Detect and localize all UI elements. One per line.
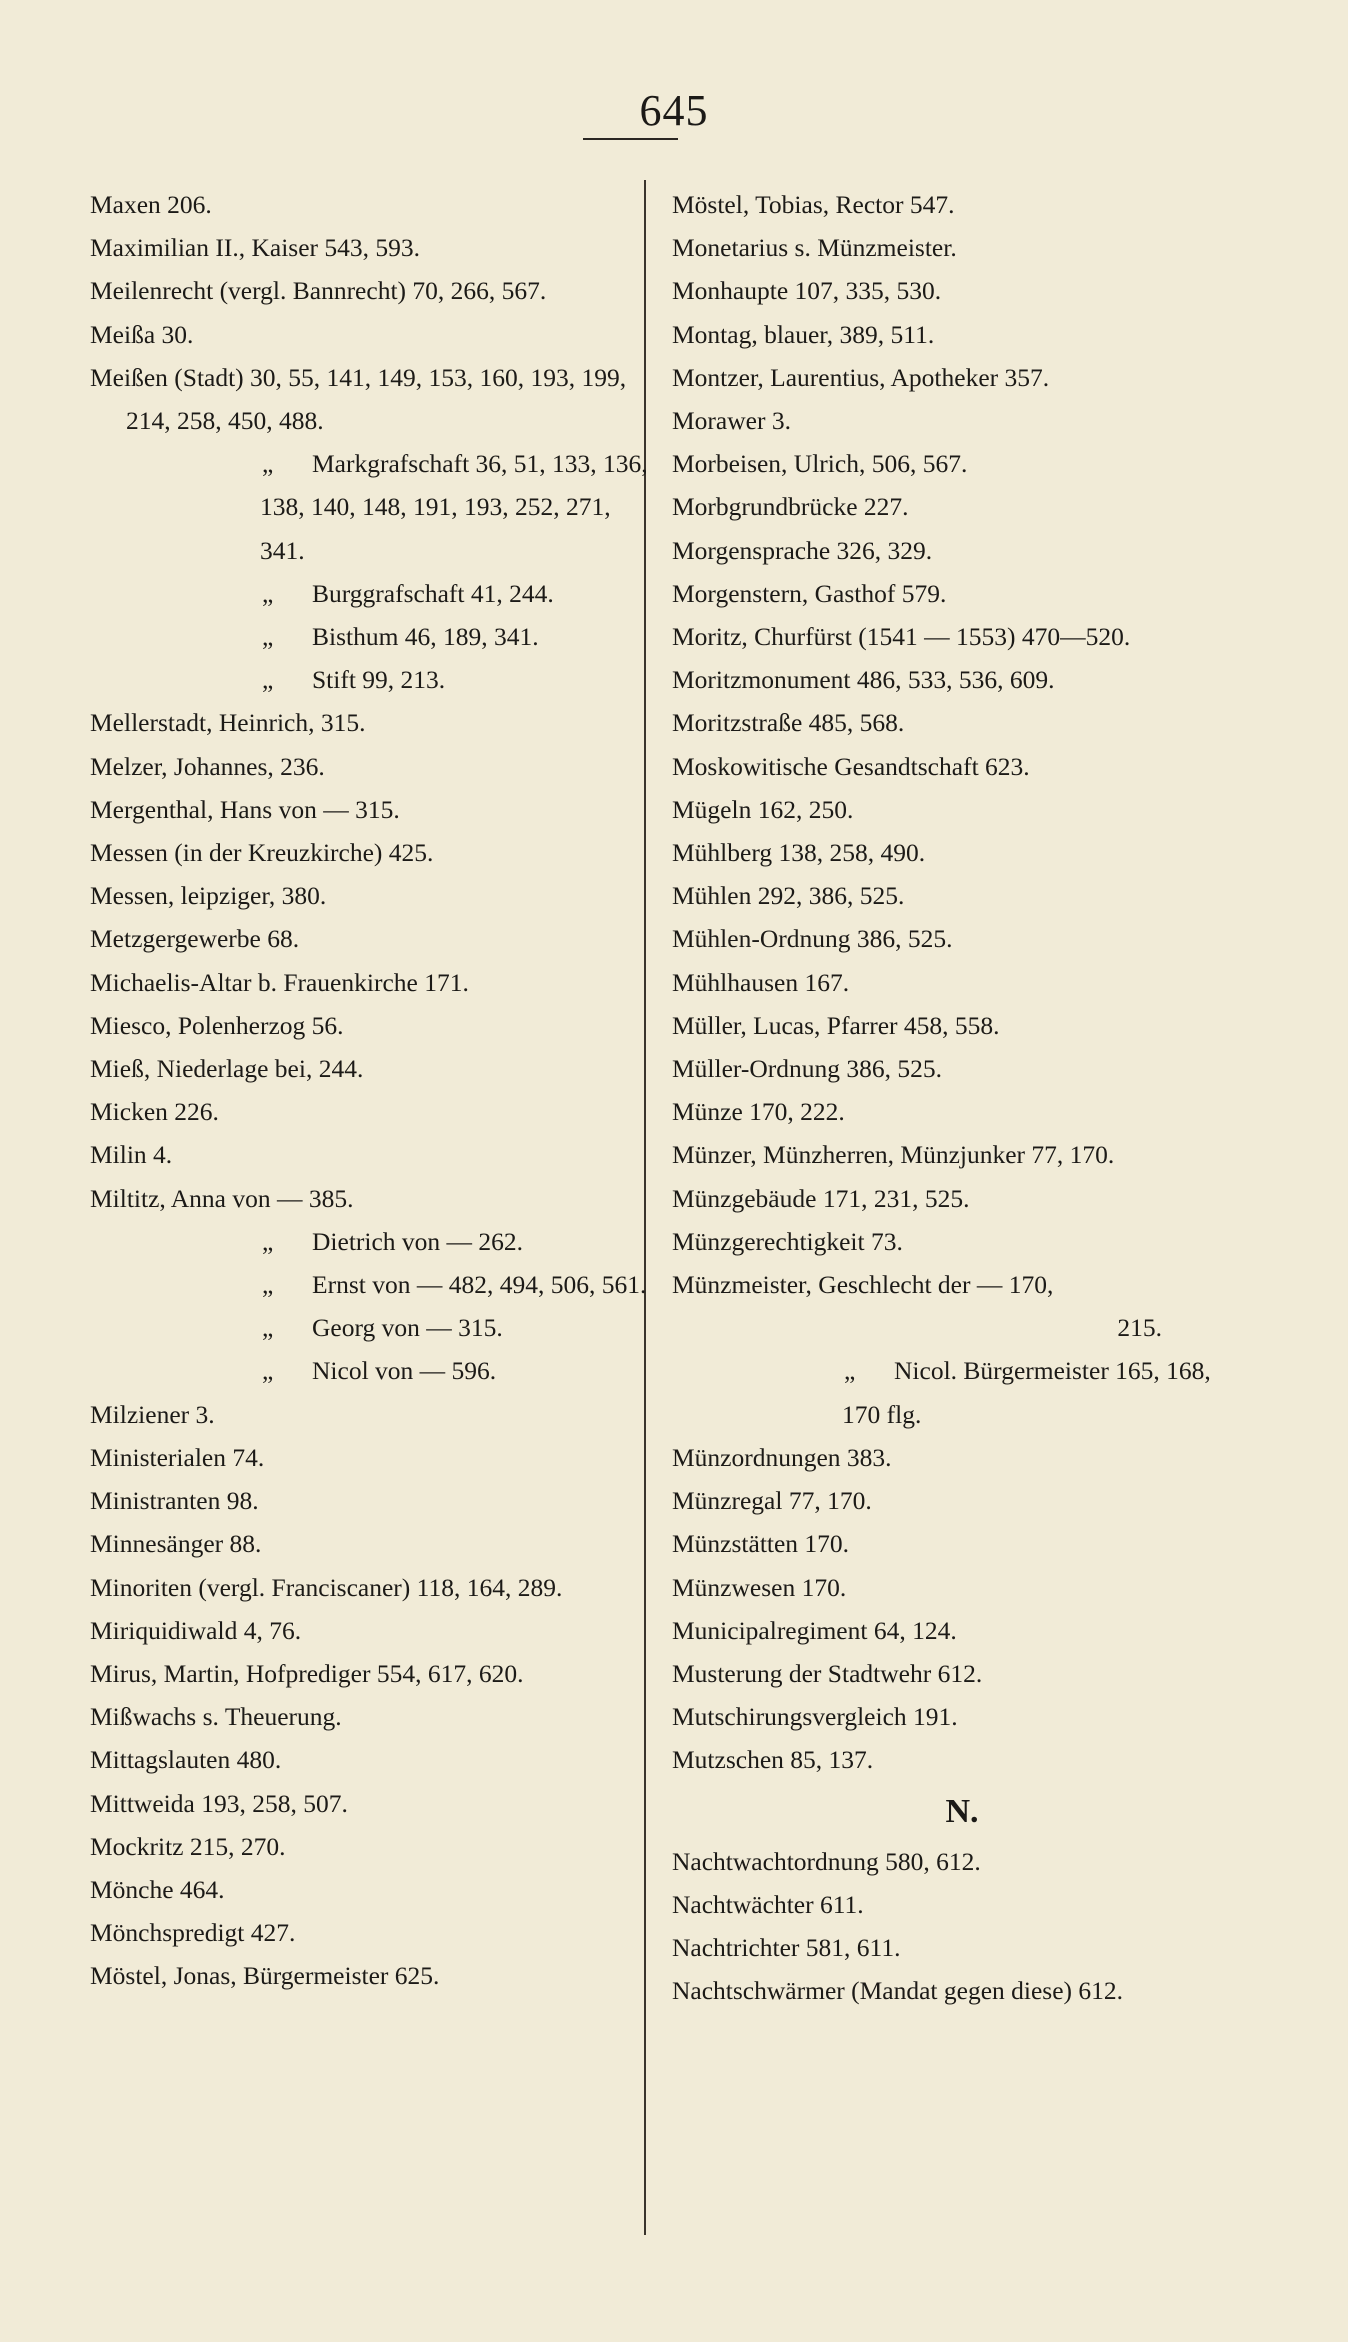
- index-entry: Münze 170, 222.: [672, 1097, 845, 1127]
- index-entry: Münzgerechtigkeit 73.: [672, 1226, 903, 1256]
- index-entry: Münzer, Münzherren, Münzjunker 77, 170.: [672, 1140, 1115, 1170]
- index-entry: Moritzmonument 486, 533, 536, 609.: [672, 665, 1055, 695]
- index-entry: Ministranten 98.: [90, 1486, 259, 1516]
- index-entry: Müller, Lucas, Pfarrer 458, 558.: [672, 1010, 1000, 1040]
- index-entry: Münzordnungen 383.: [672, 1442, 892, 1472]
- ditto-mark: „: [262, 665, 274, 695]
- index-subentry: [90, 658, 650, 701]
- right-column: [672, 183, 1252, 2012]
- index-entry: Municipalregiment 64, 124.: [672, 1615, 957, 1645]
- index-entry: Möstel, Tobias, Rector 547.: [672, 190, 955, 219]
- index-subentry-text: Ernst von — 482, 494, 506, 561.: [312, 1270, 647, 1300]
- left-column: [90, 183, 650, 1998]
- index-entry: Musterung der Stadtwehr 612.: [672, 1658, 983, 1688]
- index-entry: Möstel, Jonas, Bürgermeister 625.: [90, 1961, 440, 1991]
- index-entry: Monetarius s. Münzmeister.: [672, 233, 957, 263]
- index-entry: Montag, blauer, 389, 511.: [672, 319, 935, 349]
- index-entry: Münzwesen 170.: [672, 1572, 847, 1602]
- ditto-mark: „: [262, 1226, 274, 1256]
- index-entry: Mühlen-Ordnung 386, 525.: [672, 924, 953, 954]
- index-entry: Morawer 3.: [672, 406, 791, 436]
- index-subentry-text: Burggrafschaft 41, 244.: [312, 578, 554, 608]
- ditto-mark: „: [262, 1270, 274, 1300]
- index-subentry: [90, 1349, 650, 1392]
- index-entry: Maxen 206.: [90, 190, 212, 219]
- ditto-mark: „: [262, 622, 274, 652]
- index-entry: Moskowitische Gesandtschaft 623.: [672, 751, 1030, 781]
- index-entry: Meißen (Stadt) 30, 55, 141, 149, 153, 160, 193, 199, 214, 258, 450, 488.: [90, 362, 627, 436]
- index-entry: Nachtschwärmer (Mandat gegen diese) 612.: [672, 1976, 1124, 2006]
- index-entry: Mühlhausen 167.: [672, 967, 850, 997]
- index-entry: Ministerialen 74.: [90, 1442, 265, 1472]
- index-entry: Nachtrichter 581, 611.: [672, 1932, 901, 1962]
- index-subentry-text: Bisthum 46, 189, 341.: [312, 622, 539, 652]
- index-entry: Micken 226.: [90, 1097, 219, 1127]
- index-entry: Messen (in der Kreuzkirche) 425.: [90, 838, 434, 868]
- index-entry: Michaelis-Altar b. Frauenkirche 171.: [90, 967, 469, 997]
- index-entry: Münzmeister, Geschlecht der — 170,: [672, 1270, 1054, 1300]
- section-letter: N.: [945, 1792, 979, 1830]
- page-number: 645: [639, 86, 709, 135]
- index-entry: Monhaupte 107, 335, 530.: [672, 276, 942, 306]
- index-entry: Melzer, Johannes, 236.: [90, 751, 325, 781]
- index-entry: Nachtwachtordnung 580, 612.: [672, 1846, 981, 1876]
- ditto-mark: „: [262, 1313, 274, 1343]
- index-entry: Mönchspredigt 427.: [90, 1918, 296, 1948]
- ditto-mark: „: [262, 1356, 274, 1386]
- index-entry: Montzer, Laurentius, Apotheker 357.: [672, 362, 1050, 392]
- index-entry: Mellerstadt, Heinrich, 315.: [90, 708, 366, 738]
- index-entry: Miesco, Polenherzog 56.: [90, 1010, 344, 1040]
- index-entry: Mutschirungsvergleich 191.: [672, 1702, 958, 1732]
- index-entry: Metzgergewerbe 68.: [90, 924, 300, 954]
- index-entry: Mügeln 162, 250.: [672, 794, 854, 824]
- index-entry: Maximilian II., Kaiser 543, 593.: [90, 233, 421, 263]
- index-entry-continuation: 215.: [1117, 1313, 1162, 1343]
- index-entry: Moritz, Churfürst (1541 — 1553) 470—520.: [672, 622, 1131, 652]
- index-entry: Mieß, Niederlage bei, 244.: [90, 1054, 364, 1084]
- index-entry: Mergenthal, Hans von — 315.: [90, 794, 400, 824]
- index-subentry-text: Nicol von — 596.: [312, 1356, 497, 1386]
- ditto-mark: „: [844, 1356, 856, 1386]
- index-entry: Milin 4.: [90, 1140, 173, 1170]
- index-entry: Meißa 30.: [90, 319, 194, 349]
- index-entry: Münzregal 77, 170.: [672, 1486, 872, 1516]
- index-entry: Morbeisen, Ulrich, 506, 567.: [672, 449, 968, 479]
- index-entry: Münzstätten 170.: [672, 1529, 850, 1559]
- ditto-mark: „: [262, 449, 274, 479]
- index-entry: Mittweida 193, 258, 507.: [90, 1788, 348, 1818]
- index-entry: Messen, leipziger, 380.: [90, 881, 327, 911]
- index-entry: Minoriten (vergl. Franciscaner) 118, 164, 289.: [90, 1572, 563, 1602]
- index-subentry-text: Stift 99, 213.: [312, 665, 446, 695]
- index-subentry-text: Nicol. Bürgermeister 165, 168, 170 flg.: [842, 1356, 1211, 1429]
- index-entry: Mönche 464.: [90, 1874, 225, 1904]
- index-entry: Mißwachs s. Theuerung.: [90, 1702, 342, 1732]
- index-entry: Minnesänger 88.: [90, 1529, 262, 1559]
- index-entry: Nachtwächter 611.: [672, 1889, 864, 1919]
- index-entry: Miriquidiwald 4, 76.: [90, 1615, 302, 1645]
- index-subentry: [90, 1306, 650, 1349]
- header-rule: [583, 138, 678, 140]
- index-entry: Mittagslauten 480.: [90, 1745, 282, 1775]
- index-entry: Moritzstraße 485, 568.: [672, 708, 905, 738]
- index-subentry: [90, 1220, 650, 1263]
- index-subentry-text: Dietrich von — 262.: [312, 1226, 524, 1256]
- index-entry: Mühlberg 138, 258, 490.: [672, 838, 926, 868]
- index-entry: Müller-Ordnung 386, 525.: [672, 1054, 943, 1084]
- index-entry: Miltitz, Anna von — 385.: [90, 1183, 354, 1213]
- index-entry: Morgensprache 326, 329.: [672, 535, 933, 565]
- index-entry: Milziener 3.: [90, 1399, 215, 1429]
- index-subentry: [90, 615, 650, 658]
- ditto-mark: „: [262, 578, 274, 608]
- index-subentry-text: Markgrafschaft 36, 51, 133, 136, 138, 140, 148, 191, 193, 252, 271, 341.: [260, 449, 648, 565]
- index-entry: Mühlen 292, 386, 525.: [672, 881, 905, 911]
- index-entry: Meilenrecht (vergl. Bannrecht) 70, 266, 567.: [90, 276, 547, 306]
- index-entry: Mutzschen 85, 137.: [672, 1745, 874, 1775]
- index-entry: Mirus, Martin, Hofprediger 554, 617, 620.: [90, 1658, 524, 1688]
- index-subentry: [90, 1263, 650, 1306]
- index-entry: Morgenstern, Gasthof 579.: [672, 578, 947, 608]
- index-entry: Mockritz 215, 270.: [90, 1831, 286, 1861]
- index-entry-muenzmeister: [672, 1263, 1252, 1436]
- index-entry: Münzgebäude 171, 231, 525.: [672, 1183, 970, 1213]
- index-subentry-text: Georg von — 315.: [312, 1313, 503, 1343]
- index-subentry: [90, 442, 650, 572]
- index-subentry: [90, 572, 650, 615]
- index-entry: Morbgrundbrücke 227.: [672, 492, 909, 522]
- index-subentry: [672, 1349, 1252, 1435]
